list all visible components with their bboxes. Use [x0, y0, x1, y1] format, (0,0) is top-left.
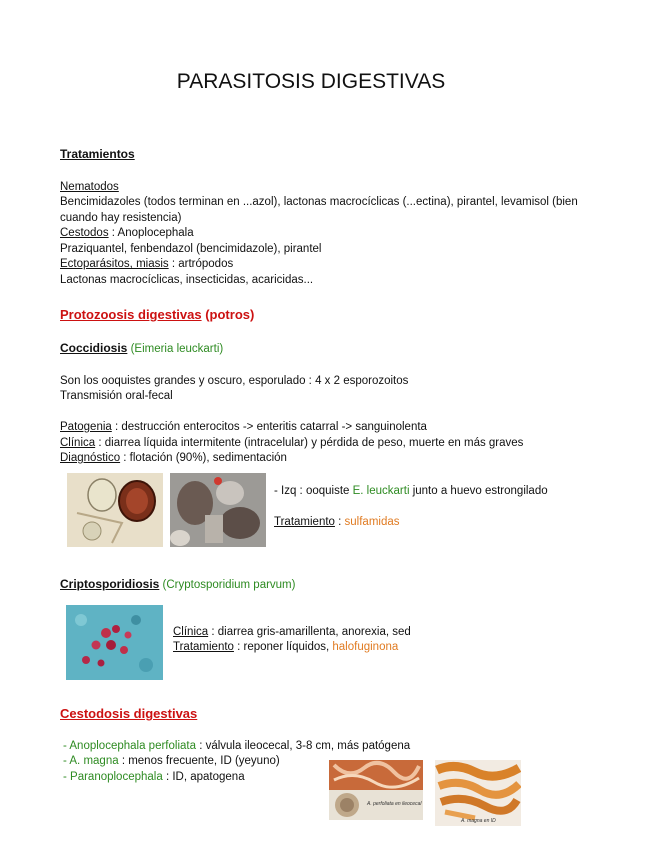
coccidia-histology: [170, 473, 266, 547]
cestodos-treatment: Praziquantel, fenbendazol (bencimidazole), pirantel: [60, 243, 322, 255]
tratamiento-label: Tratamiento: [274, 516, 335, 528]
coccidiosis-species: (Eimeria leuckarti): [130, 343, 224, 355]
coccidiosis-line2: Transmisión oral-fecal: [60, 390, 173, 402]
cripto-clinica-line: [173, 625, 411, 641]
ecto-text: : artrópodos: [168, 258, 234, 270]
protozoosis-heading: Protozoosis digestivas: [60, 307, 202, 322]
cestodo-text: : válvula ileocecal, 3-8 cm, más patógena: [196, 740, 411, 752]
ecto-line: [60, 257, 233, 273]
tratamientos-heading: Tratamientos: [60, 147, 135, 161]
cripto-tratamiento-value: halofuginona: [332, 641, 399, 653]
cripto-heading-line: [60, 577, 295, 594]
cripto-tratamiento-text: : reponer líquidos,: [233, 641, 333, 653]
coccidiosis-tratamiento: [274, 515, 400, 531]
diagnostico-label: Diagnóstico: [60, 452, 121, 464]
tratamiento-sep: :: [334, 516, 345, 528]
cripto-tratamiento-line: [173, 640, 398, 656]
clinica-text: : diarrea líquida intermitente (intracelular) y pérdida de peso, muerte en más graves: [95, 437, 524, 449]
cripto-clinica-text: : diarrea gris-amarillenta, anorexia, sed: [208, 626, 411, 638]
cestodos-line: [60, 226, 194, 242]
cestodos-text: : Anoplocephala: [108, 227, 194, 239]
cestodo-item: [63, 754, 280, 770]
patogenia-line: [60, 420, 427, 436]
diagnostico-line: [60, 451, 287, 467]
cestodosis-heading: Cestodosis digestivas: [60, 706, 198, 721]
cripto-species: (Cryptosporidium parvum): [162, 579, 296, 591]
perfoliata-caption: A. perfoliata en ileocecal: [367, 801, 422, 807]
caption-species: E. leuckarti: [352, 485, 410, 497]
cestodo-item: [63, 770, 245, 786]
cestodos-label: Cestodos: [60, 227, 109, 239]
ecto-treatment: Lactonas macrocíclicas, insecticidas, acaricidas...: [60, 274, 314, 286]
cestodo-name: - A. magna: [63, 755, 119, 767]
protozoosis-heading-line: [60, 307, 254, 325]
nematodos-label: Nematodos: [60, 181, 119, 193]
cestodo-item: [63, 739, 410, 755]
nematodos-text: Bencimidazoles (todos terminan en ...azol), lactonas macrocíclicas (...ectina), pirantel, levamisol (bien cuando hay resistencia): [60, 196, 578, 224]
page-title: PARASITOSIS DIGESTIVAS: [176, 70, 446, 93]
coccidiosis-heading-line: [60, 341, 223, 358]
caption-prefix: - Izq : ooquiste: [274, 485, 353, 497]
anoplocephala-perfoliata-photo: [329, 760, 423, 820]
anoplocephala-magna-photo: [435, 760, 521, 826]
clinica-line: [60, 436, 523, 452]
cestodosis-heading-line: [60, 706, 197, 724]
cestodo-name: - Anoplocephala perfoliata: [63, 740, 196, 752]
protozoosis-suffix: (potros): [205, 307, 255, 322]
ooquiste-micrograph: [67, 473, 163, 547]
clinica-label: Clínica: [60, 437, 96, 449]
cripto-tratamiento-label: Tratamiento: [173, 641, 234, 653]
patogenia-text: : destrucción enterocitos -> enteritis catarral -> sanguinolenta: [111, 421, 427, 433]
caption-suffix: junto a huevo estrongilado: [409, 485, 548, 497]
cestodo-text: : menos frecuente, ID (yeyuno): [118, 755, 280, 767]
cestodo-text: : ID, apatogena: [162, 771, 245, 783]
cripto-heading: Criptosporidiosis: [60, 577, 160, 591]
tratamiento-value: sulfamidas: [344, 516, 400, 528]
cripto-clinica-label: Clínica: [173, 626, 209, 638]
coccidiosis-heading: Coccidiosis: [60, 341, 128, 355]
coccidia-caption: [274, 484, 548, 500]
cestodo-name: - Paranoplocephala: [63, 771, 163, 783]
coccidiosis-line1: Son los ooquistes grandes y oscuro, esporulado : 4 x 2 esporozoitos: [60, 375, 409, 387]
ecto-label: Ectoparásitos, miasis: [60, 258, 169, 270]
diagnostico-text: : flotación (90%), sedimentación: [120, 452, 287, 464]
magna-caption: A. magna en ID: [461, 818, 496, 824]
patogenia-label: Patogenia: [60, 421, 112, 433]
cryptosporidium-stain: [66, 605, 163, 680]
